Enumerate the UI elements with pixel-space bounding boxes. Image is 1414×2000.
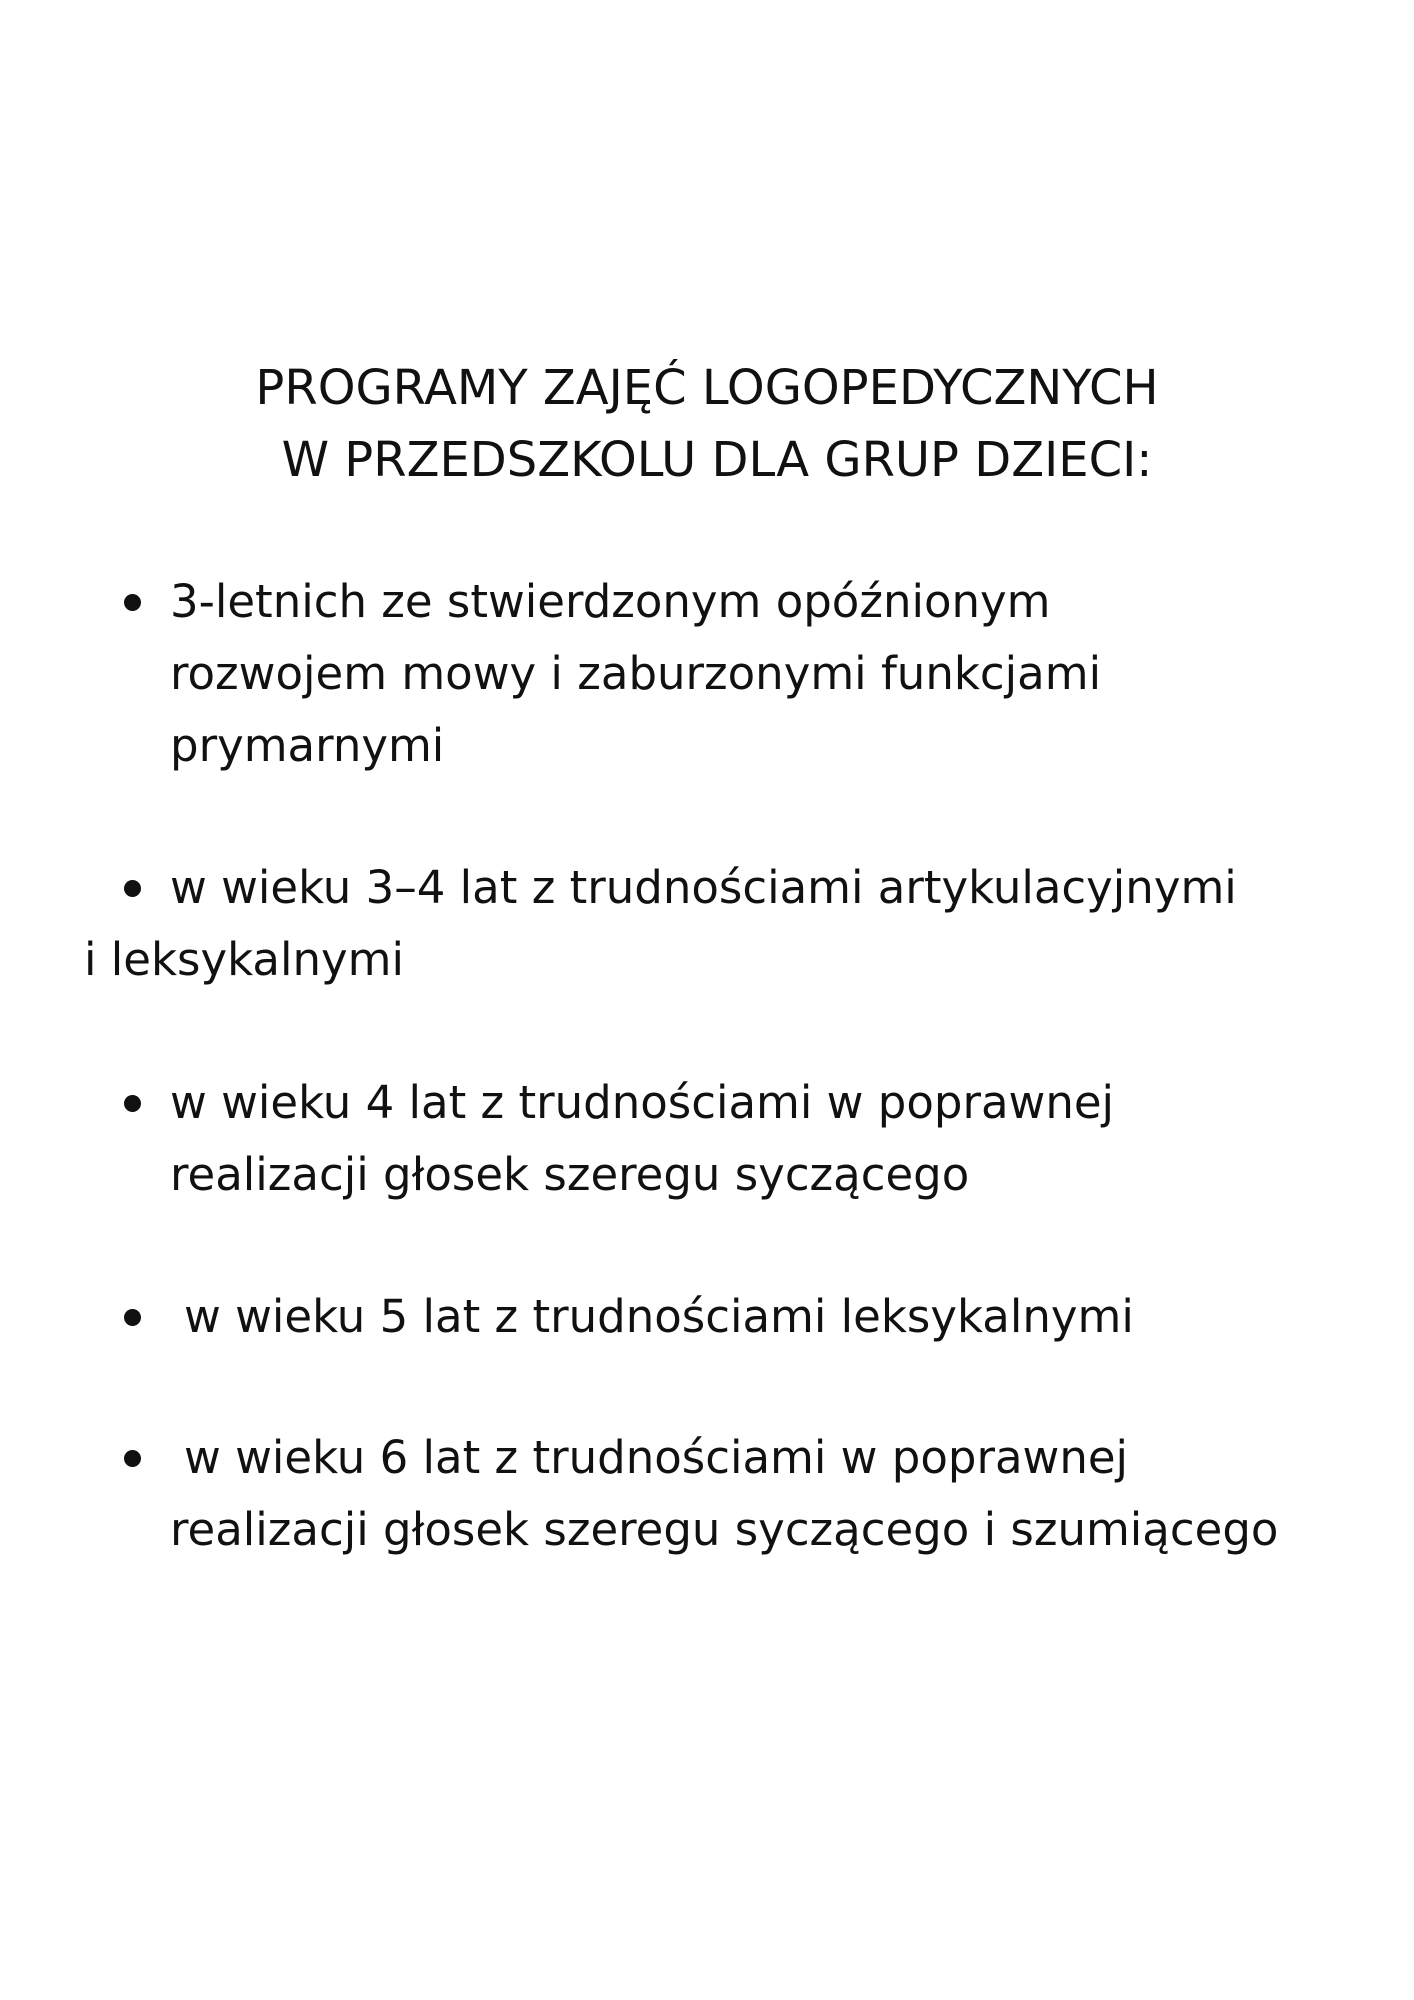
- title-line-2: W PRZEDSZKOLU DLA GRUP DZIECI:: [281, 432, 1153, 488]
- list-item: w wieku 5 lat z trudnościami leksykalnymi: [184, 1290, 1134, 1343]
- page-title: [0, 352, 1414, 496]
- list-item: w wieku 6 lat z trudnościami w poprawnej: [184, 1431, 1129, 1484]
- list-item-continuation: realizacji głosek szeregu syczącego i szumiącego: [170, 1503, 1279, 1556]
- list-item-continuation: i leksykalnymi: [84, 933, 404, 986]
- list-item: w wieku 4 lat z trudnościami w poprawnej realizacji głosek szeregu syczącego: [170, 1076, 1115, 1201]
- bullet-icon: [124, 1450, 141, 1467]
- bullet-icon: [124, 880, 141, 897]
- title-line-1: PROGRAMY ZAJĘĆ LOGOPEDYCZNYCH: [255, 360, 1159, 416]
- list-item: 3-letnich ze stwierdzonym opóźnionym rozwojem mowy i zaburzonymi funkcjami prymarnymi: [170, 575, 1102, 772]
- list-item: w wieku 3–4 lat z trudnościami artykulacyjnymi: [170, 861, 1237, 914]
- bullet-icon: [124, 1309, 141, 1326]
- bullet-icon: [124, 594, 141, 611]
- bullet-icon: [124, 1095, 141, 1112]
